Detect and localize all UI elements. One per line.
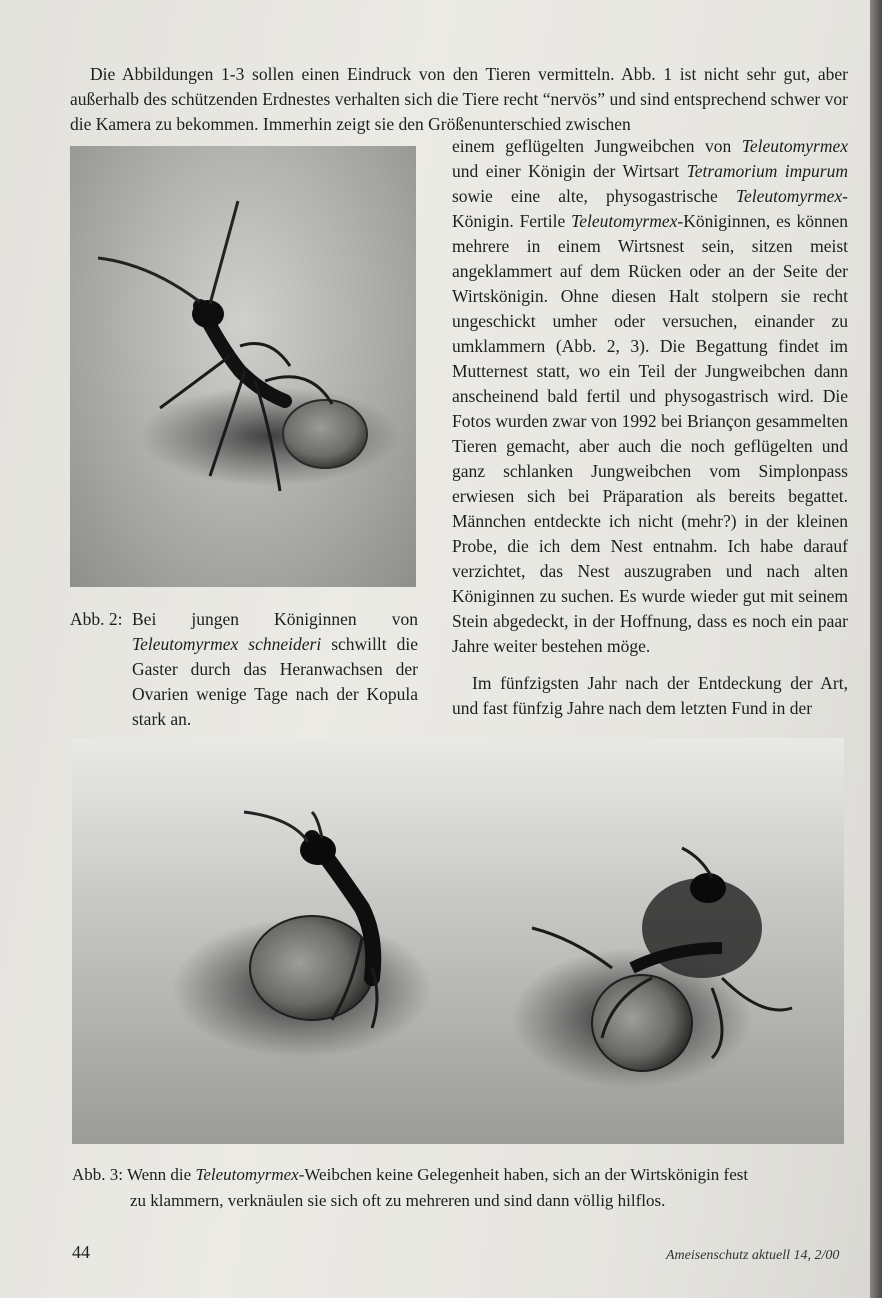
caption3-line-1: [72, 1162, 848, 1188]
intro-text-b: einem geflügelten Jungweibchen von: [452, 136, 742, 156]
page-number: 44: [72, 1242, 90, 1262]
intro-text-a: Die Abbildungen 1-3 sollen einen Eindruck von den Tieren vermitteln. Abb. 1 ist nicht sehr gut, aber außerhalb des schützenden Erdnestes verhalten sich die Tiere recht “nervös” und sind entsprechend schwer vor die Kamera zu bekommen. Immerhin zeigt sie den Größenunterschied zwischen: [70, 64, 848, 134]
caption2-text-2: schwillt die Gaster durch das Heranwachsen der Ovarien wenige Tage nach der Kopula stark an.: [132, 634, 419, 729]
caption2-species: Teleutomyrmex schneideri: [132, 634, 322, 654]
intro-text-d: sowie eine alte, physogastrische: [452, 186, 736, 206]
intro-paragraph-continued: [452, 134, 848, 659]
figure-3-caption: [72, 1162, 848, 1214]
figure-2-caption-text: [132, 607, 418, 732]
book-edge: [870, 0, 882, 1298]
intro-text-f: -Königinnen, es können mehrere in einem Wirtsnest sein, sitzen meist angeklammert auf dem Rücken oder an der Seite der Wirtskönigin. Ohne diesen Halt stolpern sie recht ungeschickt umher oder versuchen, einander zu umklammern (Abb. 2, 3). Die Begattung findet im Mutternest statt, wo ein Teil der Jungweibchen dann anscheinend bald fertil und physogastrisch wird. Die Fotos wurden zwar von 1992 bei Briançon gesammelten Tieren gemacht, aber auch die noch geflügelten und ganz schlanken Jungweibchen vom Simplonpass erwiesen sich bei Präparation als bereits begattet. Männchen entdeckte ich nicht (mehr?) in der kleinen Probe, die ich dem Nest entnahm. Ich habe darauf verzichtet, das Nest auszugraben und nach alten Königinnen zu suchen. Es wurde wieder gut mit seinem Stein abgedeckt, in der Hoffnung, dass es noch ein paar Jahre weiter bestehen möge.: [452, 211, 848, 656]
figure-3-photo: [72, 738, 844, 1144]
ant-cluster-illustration: [72, 738, 844, 1144]
figure-2-photo: [70, 146, 416, 587]
caption3-line-2: zu klammern, verknäulen sie sich oft zu mehreren und sind dann völlig hilflos.: [130, 1191, 666, 1210]
caption3-text-2: -Weibchen keine Gelegenheit haben, sich an der Wirtskönigin fest: [298, 1165, 749, 1184]
species-teleutomyrmex: Teleutomyrmex: [741, 136, 848, 156]
species-teleutomyrmex: Teleutomyrmex: [735, 186, 843, 206]
caption3-text-1: Wenn die: [123, 1165, 196, 1184]
species-teleutomyrmex: Teleutomyrmex: [571, 211, 678, 231]
paragraph-2: Im fünfzigsten Jahr nach der Entdeckung der Art, und fast fünfzig Jahre nach dem letzten Fund in der: [452, 673, 848, 718]
figure-2-caption: [70, 607, 418, 732]
intro-text-e: -Königin. Fertile: [452, 186, 848, 231]
figure-3-label: Abb. 3:: [72, 1165, 123, 1184]
intro-text-c: und einer Königin der Wirtsart: [452, 161, 687, 181]
right-text-column: [452, 134, 848, 721]
ant-queen-illustration: [70, 146, 416, 587]
caption3-species: Teleutomyrmex: [195, 1165, 299, 1184]
intro-paragraph-top: [70, 62, 848, 137]
figure-2-label: Abb. 2:: [70, 609, 123, 629]
species-tetramorium: Tetramorium impurum: [686, 161, 848, 181]
journal-running-footer: Ameisenschutz aktuell 14, 2/00: [666, 1248, 840, 1263]
caption2-text-1: Bei jungen Königinnen von: [132, 609, 418, 629]
